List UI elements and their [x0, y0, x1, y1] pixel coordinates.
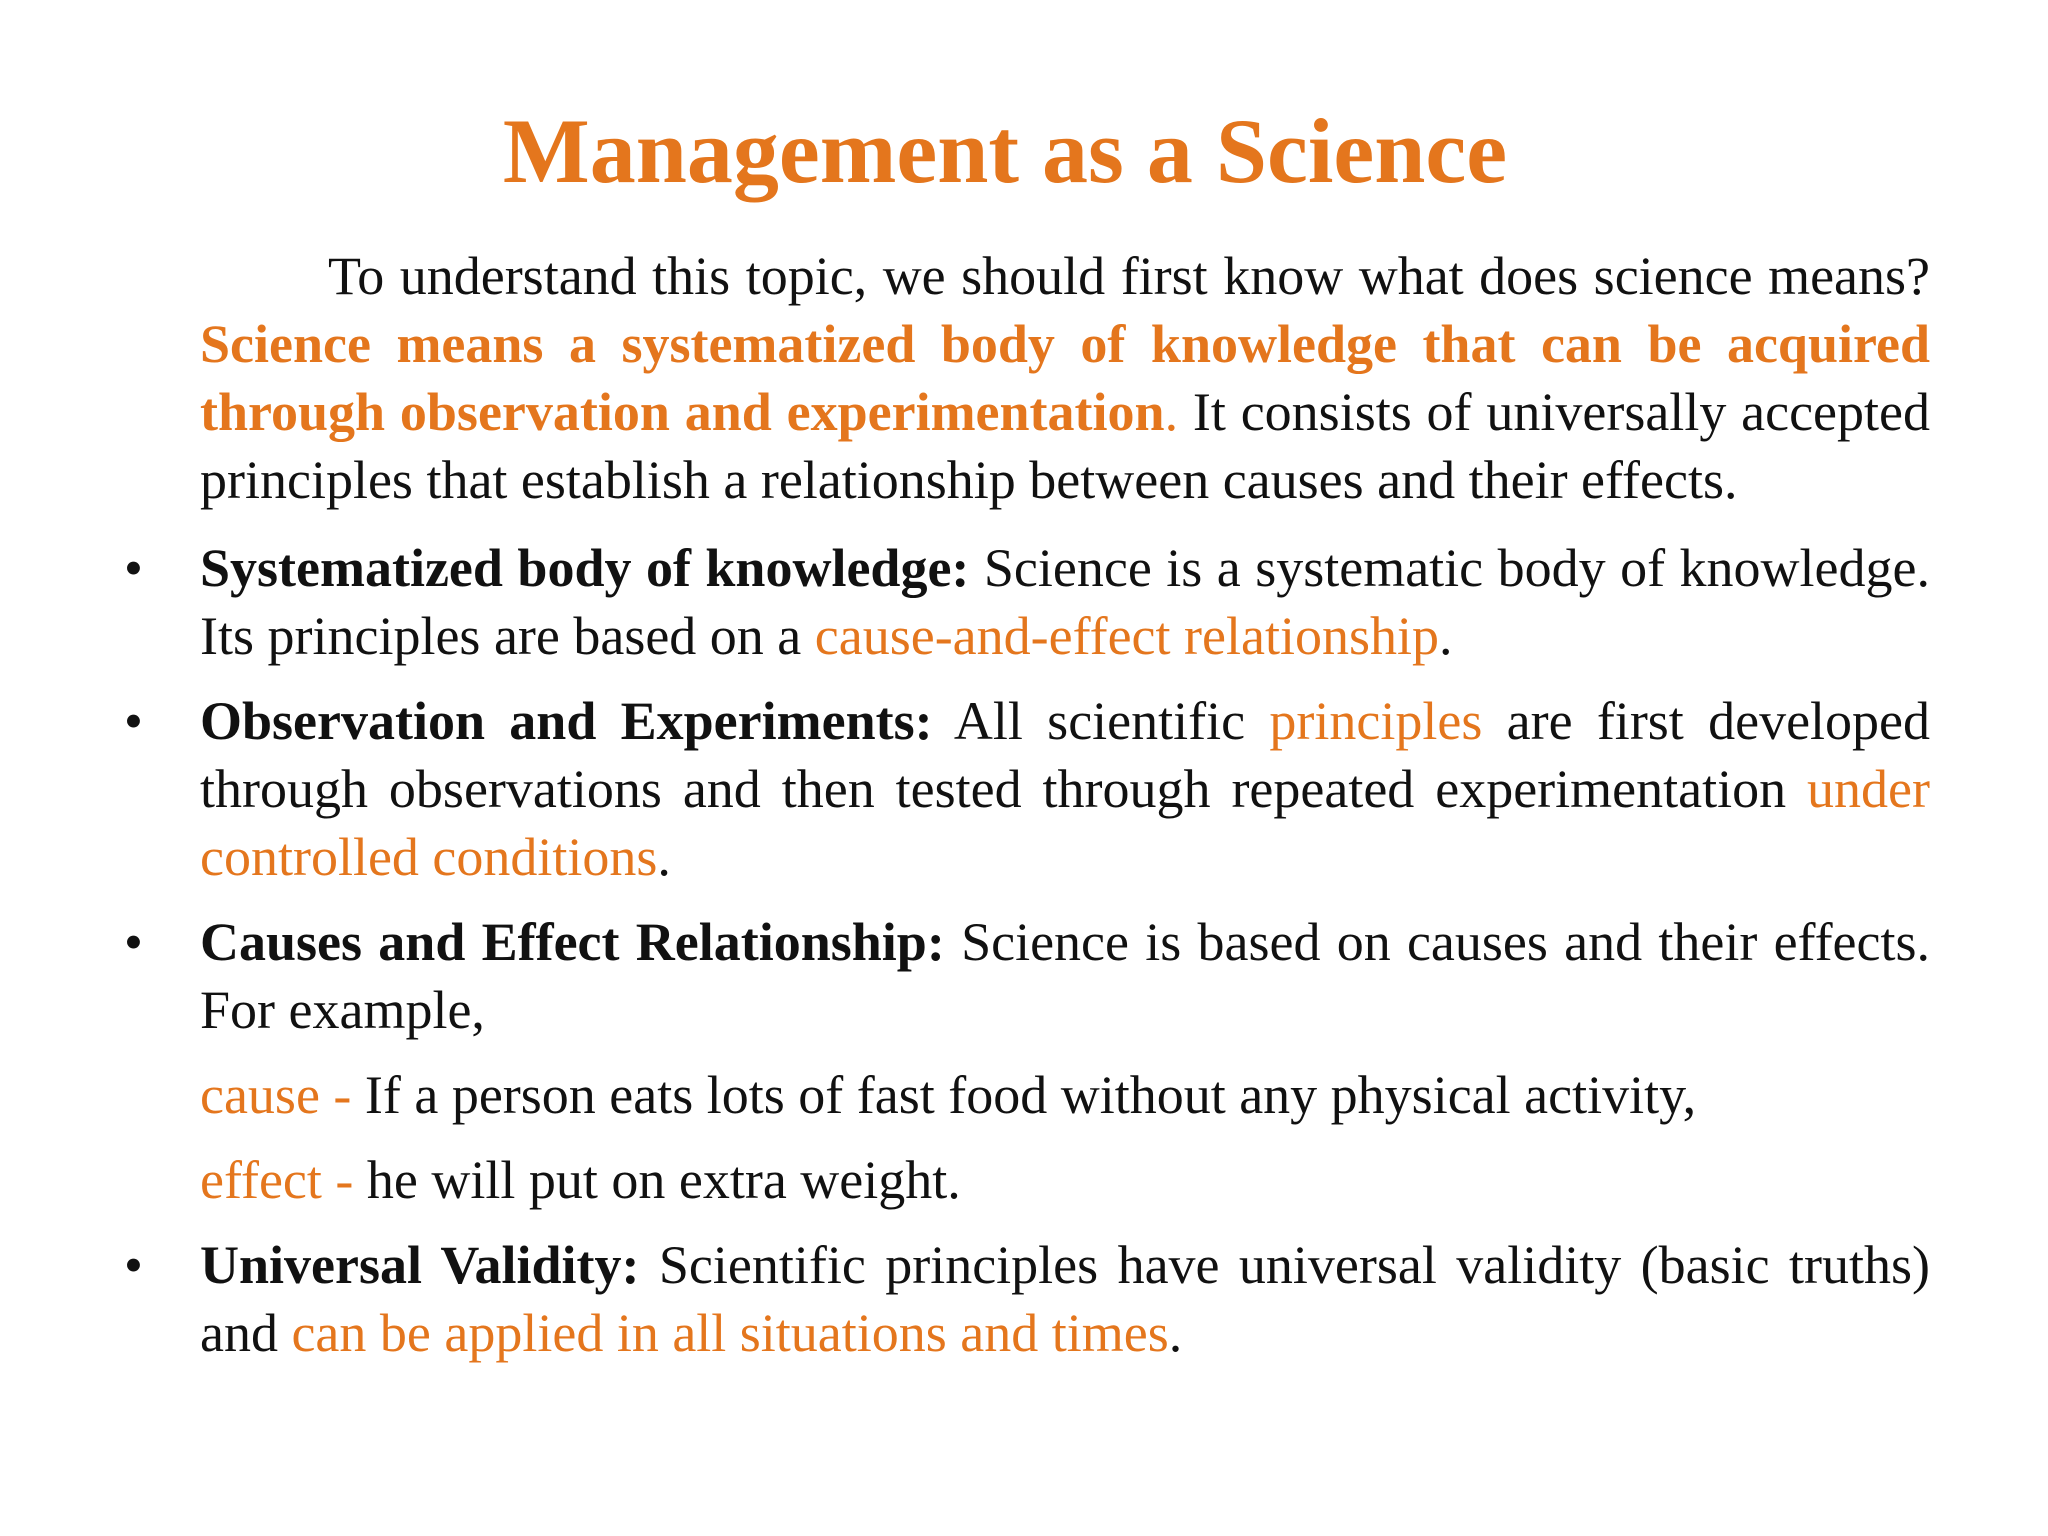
cause-label: cause -	[200, 1065, 365, 1125]
bullet-highlight-2: under controlled conditions	[200, 759, 1930, 887]
bullet-systematized-knowledge	[124, 534, 1930, 670]
bullet-dot: •	[124, 538, 143, 598]
bullet-text-end: .	[1168, 1303, 1183, 1363]
bullet-heading: Causes and Effect Relationship:	[200, 912, 945, 972]
bullet-text-end: .	[1438, 606, 1453, 666]
bullet-dot: •	[124, 912, 143, 972]
bullet-dot: •	[124, 1235, 143, 1295]
intro-rest: It consists of universally accepted principles that establish a relationship between causes and their effects.	[200, 382, 1930, 510]
bullet-text: Science is based on causes and their effects. For example,	[200, 912, 1930, 1040]
bullet-text: Scientific principles have universal validity (basic truths) and	[200, 1235, 1930, 1363]
example-effect	[200, 1146, 1930, 1214]
effect-label: effect -	[200, 1150, 367, 1210]
bullet-text: Science is a systematic body of knowledge. Its principles are based on a	[200, 538, 1930, 666]
bullet-highlight: can be applied in all situations and times	[291, 1303, 1169, 1363]
bullet-text: All scientific	[932, 691, 1270, 751]
bullet-highlight: cause-and-effect relationship	[814, 606, 1439, 666]
bullet-heading: Universal Validity:	[200, 1235, 640, 1295]
bullet-heading: Systematized body of knowledge:	[200, 538, 970, 598]
effect-text: he will put on extra weight.	[366, 1150, 961, 1210]
slide-title: Management as a Science	[502, 100, 1508, 202]
bullet-universal-validity	[124, 1231, 1930, 1367]
cause-text: If a person eats lots of fast food without any physical activity,	[364, 1065, 1697, 1125]
science-definition: Science means a systematized body of knowledge that can be acquired through observation and experimentation	[200, 314, 1930, 442]
bullet-highlight: principles	[1269, 691, 1483, 751]
bullet-dot: •	[124, 691, 143, 751]
bullet-heading: Observation and Experiments:	[200, 691, 933, 751]
intro-lead: To understand this topic, we should first know what does science means?	[328, 246, 1930, 306]
definition-period: .	[1164, 382, 1179, 442]
bullet-cause-effect	[124, 908, 1930, 1044]
example-cause	[200, 1061, 1930, 1129]
bullet-observation-experiments	[124, 687, 1931, 891]
slide-body	[124, 242, 1931, 1384]
bullet-text-end: .	[657, 827, 671, 887]
intro-paragraph	[200, 242, 1930, 514]
bullet-text-middle: are first developed through observations and then tested through repeated experimentation	[200, 691, 1931, 819]
